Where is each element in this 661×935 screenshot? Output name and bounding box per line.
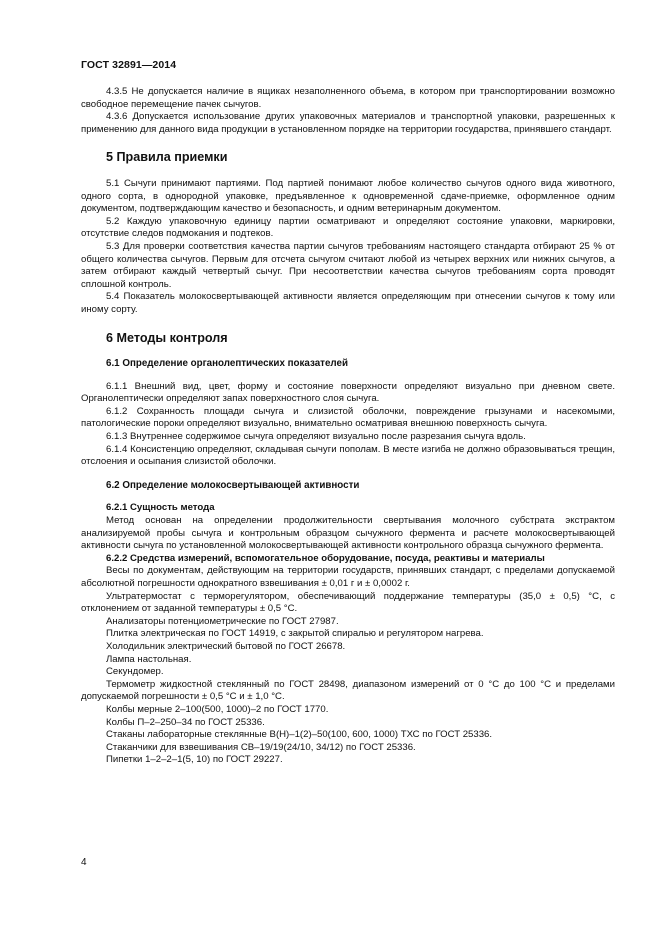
clause-heading: 6.2.2 Средства измерений, вспомогательное оборудование, посуда, реактивы и материалы (106, 552, 545, 564)
section-heading: 6 Методы контроля (106, 330, 228, 345)
list-item: Холодильник электрический бытовой по ГОСТ 26678. (106, 640, 346, 652)
document-body (81, 86, 615, 767)
paragraph: 6.1.2 Сохранность площади сычуга и слизистой оболочки, повреждение грызунами и насекомыми, патологические пороки определяют визуально, внимательно осматривая внешнюю поверхность сычуга. (81, 405, 615, 430)
subsection-heading: 6.1 Определение органолептических показателей (106, 358, 348, 370)
paragraph: 5.1 Сычуги принимают партиями. Под партией понимают любое количество сычугов одного вида животного, одного сорта, в однородной упаковке, предъявленное к одновременной сдаче-приемке, оформленное одним документом, подтверждающим качество и безопасность, и одним ветеринарным документом. (81, 177, 615, 215)
paragraph: 4.3.6 Допускается использование других упаковочных материалов и транспортной упаковки, разрешенных к применению для данного вида продукции в установленном порядке на территории государства, принявшего стандарт. (81, 111, 615, 135)
paragraph: 6.1.3 Внутреннее содержимое сычуга определяют визуально после разрезания сычуга вдоль. (106, 431, 526, 443)
list-item: Колбы П–2–250–34 по ГОСТ 25336. (106, 716, 265, 728)
paragraph: Ультратермостат с терморегулятором, обеспечивающий поддержание температуры (35,0 ± 0,5) °С, с отклонением от заданной температуры ± 0,5 °С. (81, 590, 615, 615)
list-item: Пипетки 1–2–2–1(5, 10) по ГОСТ 29227. (106, 754, 283, 766)
list-item: Плитка электрическая по ГОСТ 14919, с закрытой спиралью и регулятором нагрева. (106, 628, 484, 640)
clause-heading: 6.2.1 Сущность метода (106, 502, 215, 514)
list-item: Лампа настольная. (106, 653, 192, 665)
subsection-heading: 6.2 Определение молокосвертывающей активности (106, 479, 360, 491)
paragraph: Весы по документам, действующим на территории государств, принявших стандарт, с пределами допускаемой абсолютной погрешности однократного взвешивания ± 0,01 г и ± 0,0002 г. (81, 565, 615, 589)
paragraph: Метод основан на определении продолжительности свертывания молочного субстрата экстрактом анализируемой пробы сычуга и контрольным образцом сычужного фермента и расчете молокосвертывающей активности сычуга по установленной молокосвертывающей активности контрольного образца сычужного фермента. (81, 515, 615, 552)
list-item: Секундомер. (106, 666, 164, 678)
paragraph: 4.3.5 Не допускается наличие в ящиках незаполненного объема, в котором при транспортировании возможно свободное перемещение пачек сычугов. (81, 86, 615, 110)
list-item: Стаканчики для взвешивания СВ–19/19(24/10, 34/12) по ГОСТ 25336. (106, 741, 416, 753)
paragraph: 5.3 Для проверки соответствия качества партии сычугов требованиям настоящего стандарта отбирают 25 % от общего количества сычугов. Первым для отсчета сычугом считают любой из четырех верхних или нижних сычугов, а затем отбирают каждый четвертый сычуг. При несоответствии качества сычугов требованиям сорта проводят сплошной контроль. (81, 240, 615, 290)
paragraph: 6.1.1 Внешний вид, цвет, форму и состояние поверхности определяют визуально при дневном свете. Органолептически определяют запах поверхностного слоя сычуга. (81, 380, 615, 405)
document-header: ГОСТ 32891—2014 (81, 59, 177, 71)
paragraph: 6.1.4 Консистенцию определяют, складывая сычуги пополам. В месте изгиба не должно образовываться трещин, отслоения и осыпания слизистой оболочки. (81, 443, 615, 468)
paragraph: 5.2 Каждую упаковочную единицу партии осматривают и определяют состояние упаковки, маркировки, отсутствие следов подмокания и подтеков. (81, 215, 615, 240)
list-item: Стаканы лабораторные стеклянные В(Н)–1(2)–50(100, 600, 1000) ТХС по ГОСТ 25336. (106, 729, 493, 741)
list-item: Анализаторы потенциометрические по ГОСТ 27987. (106, 615, 339, 627)
page-number: 4 (81, 857, 87, 868)
section-heading: 5 Правила приемки (106, 150, 228, 165)
list-item: Термометр жидкостной стеклянный по ГОСТ 28498, диапазоном измерений от 0 °С до 100 °С и пределами допускаемой погрешности ± 0,5 °С и ± 1,0 °С. (81, 678, 615, 703)
list-item: Колбы мерные 2–100(500, 1000)–2 по ГОСТ 1770. (106, 703, 329, 715)
paragraph: 5.4 Показатель молокосвертывающей активности является определяющим при отнесении сычугов к тому или иному сорту. (81, 291, 615, 315)
